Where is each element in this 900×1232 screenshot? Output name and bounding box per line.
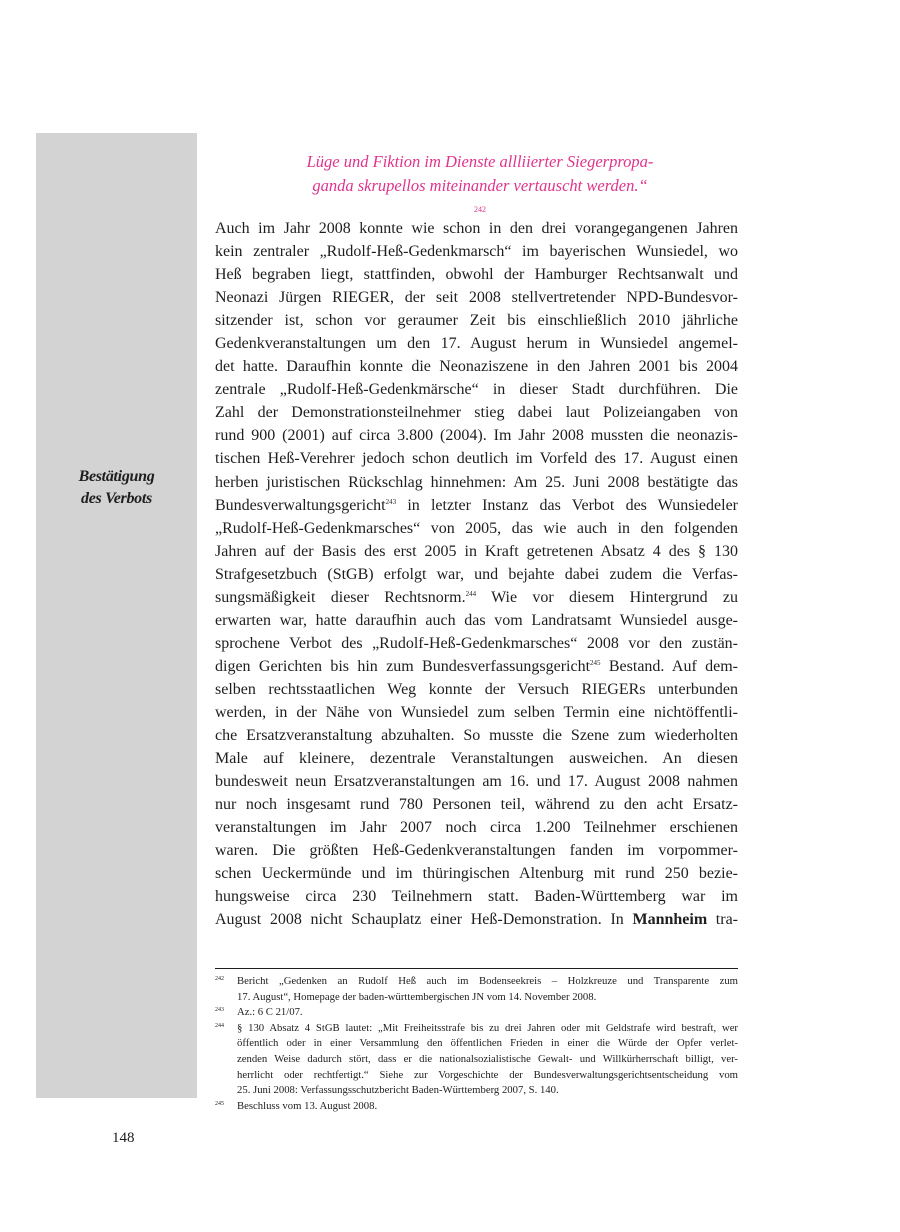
body-text-segment: sungsmäßigkeit dieser Rechtsnorm. [215,588,466,606]
body-text-segment: August 2008 nicht Schauplatz einer Heß-Demonstration. In [215,911,633,929]
body-line: erwarten war, hatte daraufhin auch das vom Landratsamt Wunsiedel ausge- [215,611,738,629]
body-line: waren. Die größten Heß-Gedenkveranstaltungen fanden im vorpommer- [215,842,738,860]
footnote-ref: 242 [474,205,486,214]
footnote [215,1099,738,1115]
body-line: schen Ueckermünde und im thüringischen Altenburg mit rund 250 bezie- [215,865,738,883]
body-text-segment: Bestand. Auf dem- [600,657,739,675]
body-line [215,908,738,931]
body-line: Neonazi Jürgen RIEGER, der seit 2008 stellvertretender NPD-Bundesvor- [215,289,738,307]
footnote-line: Bericht „Gedenken an Rudolf Heß auch im Bodenseekreis – Holzkreuze und Transparente zum [237,975,738,987]
footnote-number: 245 [215,1100,224,1107]
body-line: zentrale „Rudolf-Heß-Gedenkmärsche“ in dieser Stadt durchführen. Die [215,381,738,399]
footnote-ref: 243 [385,497,397,506]
body-line: Strafgesetzbuch (StGB) erfolgt war, und bejahte dabei zudem die Verfas- [215,565,738,583]
margin-note [36,466,197,510]
footnote-number: 243 [215,1007,224,1014]
footnote-line: öffentlich oder in einer Versammlung den öffentlichen Frieden in einer die Würde der Opfer verlet- [237,1037,738,1050]
body-line: herben juristischen Rückschlag hinnehmen: Am 25. Juni 2008 bestätigte das [215,473,738,491]
body-text-segment: tra- [707,911,739,929]
footnote [215,974,738,1005]
body-line: selben rechtsstaatlichen Weg konnte der Versuch RIEGERs unterbunden [215,680,738,698]
footnote-line: 17. August“, Homepage der baden-württembergischen JN vom 14. November 2008. [237,990,597,1003]
body-line: Heß begraben liegt, stattfinden, obwohl der Hamburger Rechtsanwalt und [215,266,738,284]
body-line: bundesweit neun Ersatzveranstaltungen am 16. und 17. August 2008 nahmen [215,773,738,791]
quote-line-text: ganda skrupellos miteinander vertauscht werden.“ [312,176,648,195]
footnote-line: zenden Weise dadurch stört, dass er die nationalsozialistische Gewalt- und Willkürherrschaft billigt, ver- [237,1052,738,1065]
body-line: Male auf kleinere, dezentrale Veranstaltungen ausweichen. An diesen [215,750,738,768]
body-line [215,655,738,678]
body-line: Zahl der Demonstrationsteilnehmer stieg dabei laut Polizeiangaben von [215,404,738,422]
footnote-line: herrlicht oder rechtfertigt.“ Siehe zur Vorgeschichte der Bundesverwaltungsgerichtsentscheidung vom [237,1068,738,1081]
body-line: sitzender ist, schon vor geraumer Zeit bis einschließlich 2010 jährliche [215,312,738,330]
footnote [215,1021,738,1099]
footnote-line: § 130 Absatz 4 StGB lautet: „Mit Freiheitsstrafe bis zu drei Jahren oder mit Geldstrafe wird bestraft, wer [237,1021,738,1034]
footnote-number: 242 [215,976,224,982]
footnote-line: Beschluss vom 13. August 2008. [237,1099,378,1112]
footnote-ref: 244 [465,589,477,598]
body-paragraph [215,217,738,931]
body-text-segment: Bundesverwaltungsgericht [215,496,386,514]
body-text-segment: in letzter Instanz das Verbot des Wunsiedeler [396,496,738,514]
body-line: che Ersatzveranstaltung abzuhalten. So musste die Szene zum wiederholten [215,727,738,745]
footnotes [215,974,738,1114]
body-line: rund 900 (2001) auf circa 3.800 (2004). Im Jahr 2008 mussten die neonazis- [215,427,738,445]
body-line: veranstaltungen im Jahr 2007 noch circa 1.200 Teilnehmer erschienen [215,819,738,837]
body-line: Jahren auf der Basis des erst 2005 in Kraft getretenen Absatz 4 des § 130 [215,542,738,560]
body-line [215,586,738,609]
margin-note-line: des Verbots [81,490,152,507]
body-line: sprochene Verbot des „Rudolf-Heß-Gedenkmarsches“ 2008 vor den zustän- [215,634,738,652]
body-text-segment: Wie vor diesem Hintergrund zu [476,588,738,606]
body-line: det hatte. Daraufhin konnte die Neonaziszene in den Jahren 2001 bis 2004 [215,358,738,376]
footnote-line: Az.: 6 C 21/07. [237,1006,303,1019]
body-text-segment: digen Gerichten bis hin zum Bundesverfassungsgericht [215,657,591,675]
footnote-ref: 245 [590,658,601,667]
margin-note-line: Bestätigung [78,468,155,485]
body-line: Gedenkveranstaltungen um den 17. August herum in Wunsiedel angemel- [215,335,738,353]
margin-sidebar [36,133,197,1098]
page-number: 148 [112,1130,135,1146]
footnote-separator [215,968,738,969]
body-line: werden, in der Nähe von Wunsiedel zum selben Termin eine nichtöffentli- [215,703,738,721]
body-line: kein zentraler „Rudolf-Heß-Gedenkmarsch“ im bayerischen Wunsiedel, wo [215,243,738,261]
footnote-number: 244 [215,1022,224,1029]
place-name-mannheim: Mannheim [632,911,708,929]
body-line: hungsweise circa 230 Teilnehmern statt. Baden-Württemberg war im [215,888,738,906]
body-line: „Rudolf-Heß-Gedenkmarsches“ von 2005, das wie auch in den folgenden [215,519,738,537]
body-line [215,494,738,517]
body-line: tischen Heß-Verehrer jedoch schon deutlich im Vorfeld des 17. August einen [215,450,738,468]
quote-line: Lüge und Fiktion im Dienste allliierter Siegerpropa- [306,152,654,171]
body-line: Auch im Jahr 2008 konnte wie schon in den drei vorangegangenen Jahren [215,220,738,237]
block-quote [260,150,700,225]
body-line: nur noch insgesamt rund 780 Personen teil, während zu den acht Ersatz- [215,796,738,814]
footnote [215,1005,738,1021]
footnote-line: 25. Juni 2008: Verfassungsschutzbericht Baden-Württemberg 2007, S. 140. [237,1084,559,1097]
